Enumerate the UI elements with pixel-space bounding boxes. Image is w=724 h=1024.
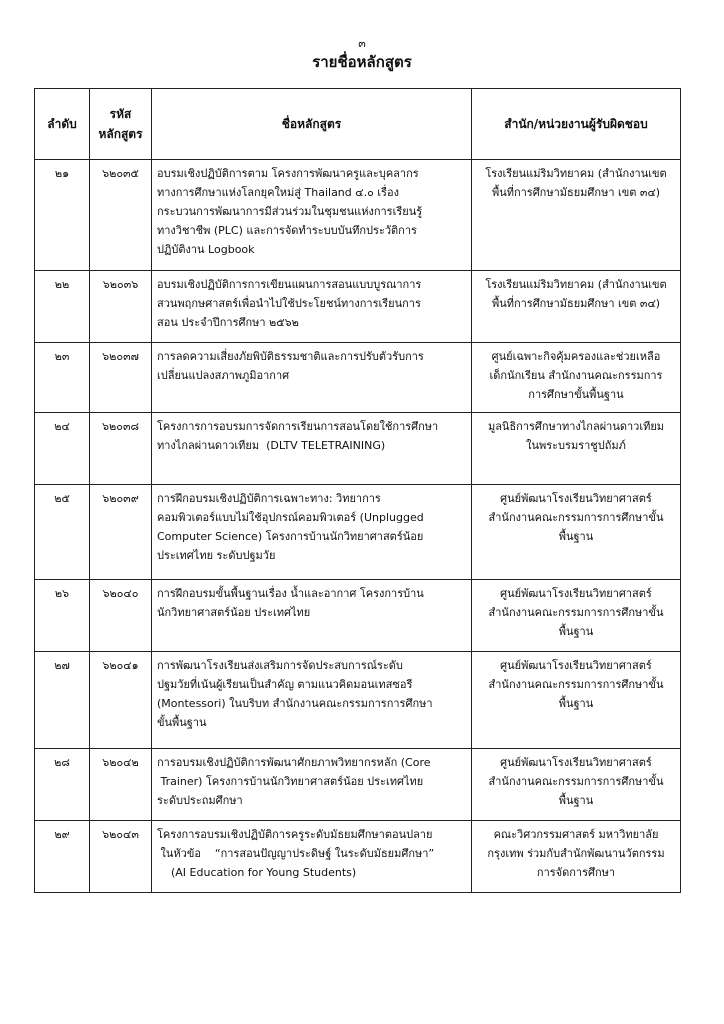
- row-agency: [472, 749, 681, 821]
- header-code-line1: รหัส: [109, 107, 132, 121]
- course-name-line: เปลี่ยนแปลงสภาพภูมิอากาศ: [157, 369, 290, 382]
- course-name-line: Computer Science) โครงการบ้านนักวิทยาศาสตร์น้อย: [157, 530, 424, 543]
- course-name-line: นักวิทยาศาสตร์น้อย ประเทศไทย: [157, 606, 311, 619]
- row-agency: [472, 343, 681, 413]
- row-order: ๒๒: [35, 271, 90, 343]
- row-course-code: ๖๒๐๔๓: [90, 821, 152, 893]
- course-name-line: อบรมเชิงปฏิบัติการตาม โครงการพัฒนาครูและบุคลากร: [157, 167, 419, 180]
- agency-line: สำนักงานคณะกรรมการการศึกษาขั้น: [488, 775, 664, 788]
- table-header-row: [35, 89, 681, 160]
- row-order: ๒๓: [35, 343, 90, 413]
- row-course-code: ๖๒๐๓๖: [90, 271, 152, 343]
- row-order: ๒๙: [35, 821, 90, 893]
- header-name: ชื่อหลักสูตร: [152, 89, 472, 160]
- agency-line: พื้นฐาน: [558, 794, 594, 807]
- agency-line: สำนักงานคณะกรรมการการศึกษาขั้น: [488, 678, 664, 691]
- row-course-name: [152, 749, 472, 821]
- row-order: ๒๗: [35, 652, 90, 749]
- row-agency: [472, 821, 681, 893]
- course-name-line: ในหัวข้อ “การสอนปัญญาประดิษฐ์ ในระดับมัธยมศึกษา”: [157, 847, 435, 860]
- row-order: ๒๑: [35, 160, 90, 271]
- agency-line: พื้นที่การศึกษามัธยมศึกษา เขต ๓๔): [491, 186, 661, 199]
- table-row: [35, 160, 681, 271]
- agency-line: ศูนย์พัฒนาโรงเรียนวิทยาศาสตร์: [500, 587, 652, 600]
- table-row: [35, 485, 681, 580]
- course-name-line: สวนพฤกษศาสตร์เพื่อนำไปใช้ประโยชน์ทางการเรียนการ: [157, 297, 421, 310]
- row-course-code: ๖๒๐๓๘: [90, 413, 152, 485]
- course-name-line: ประเทศไทย ระดับปฐมวัย: [157, 549, 276, 562]
- row-order: ๒๘: [35, 749, 90, 821]
- agency-line: พื้นฐาน: [558, 530, 594, 543]
- page-number: ๓: [358, 37, 366, 50]
- course-name-line: อบรมเชิงปฏิบัติการการเขียนแผนการสอนแบบบูรณาการ: [157, 278, 422, 291]
- row-course-code: ๖๒๐๔๐: [90, 580, 152, 652]
- agency-line: ศูนย์เฉพาะกิจคุ้มครองและช่วยเหลือ: [491, 350, 661, 363]
- course-name-line: (Montessori) ในบริบท สำนักงานคณะกรรมการการศึกษา: [157, 697, 433, 710]
- row-course-name: [152, 652, 472, 749]
- course-name-line: กระบวนการพัฒนาการมีส่วนร่วมในชุมชนแห่งการเรียนรู้: [157, 205, 423, 218]
- agency-line: ศูนย์พัฒนาโรงเรียนวิทยาศาสตร์: [500, 492, 652, 505]
- course-name-line: การอบรมเชิงปฏิบัติการพัฒนาศักยภาพวิทยากรหลัก (Core: [157, 756, 431, 769]
- header-agency: สำนัก/หน่วยงานผู้รับผิดชอบ: [472, 89, 681, 160]
- row-agency: [472, 413, 681, 485]
- row-order: ๒๔: [35, 413, 90, 485]
- row-course-name: [152, 821, 472, 893]
- header-code: [90, 89, 152, 160]
- course-name-line: การฝึกอบรมเชิงปฏิบัติการเฉพาะทาง: วิทยาการ: [157, 492, 381, 505]
- course-name-line: ปฐมวัยที่เน้นผู้เรียนเป็นสำคัญ ตามแนวคิดมอนเทสซอรี: [157, 678, 413, 691]
- course-name-line: Trainer) โครงการบ้านนักวิทยาศาสตร์น้อย ประเทศไทย: [157, 775, 424, 788]
- row-course-code: ๖๒๐๓๕: [90, 160, 152, 271]
- course-name-line: ทางไกลผ่านดาวเทียม (DLTV TELETRAINING): [157, 439, 386, 452]
- agency-line: คณะวิศวกรรมศาสตร์ มหาวิทยาลัย: [493, 828, 659, 841]
- table-row: [35, 749, 681, 821]
- table-row: [35, 343, 681, 413]
- agency-line: การจัดการศึกษา: [536, 866, 616, 879]
- row-course-name: [152, 413, 472, 485]
- agency-line: กรุงเทพ ร่วมกับสำนักพัฒนานวัตกรรม: [487, 847, 665, 860]
- course-name-line: ทางการศึกษาแห่งโลกยุคใหม่สู่ Thailand ๔.๐ เรื่อง: [157, 186, 399, 199]
- agency-line: พื้นที่การศึกษามัธยมศึกษา เขต ๓๔): [491, 297, 661, 310]
- course-name-line: ระดับประถมศึกษา: [157, 794, 243, 807]
- course-name-line: สอน ประจำปีการศึกษา ๒๕๖๒: [157, 316, 299, 329]
- agency-line: ศูนย์พัฒนาโรงเรียนวิทยาศาสตร์: [500, 659, 652, 672]
- row-agency: [472, 652, 681, 749]
- header-code-line2: หลักสูตร: [98, 127, 143, 141]
- agency-line: โรงเรียนแม่ริมวิทยาคม (สำนักงานเขต: [485, 167, 667, 180]
- agency-line: พื้นฐาน: [558, 625, 594, 638]
- row-agency: [472, 271, 681, 343]
- agency-line: สำนักงานคณะกรรมการการศึกษาขั้น: [488, 511, 664, 524]
- row-course-code: ๖๒๐๓๗: [90, 343, 152, 413]
- table-row: [35, 413, 681, 485]
- agency-line: สำนักงานคณะกรรมการการศึกษาขั้น: [488, 606, 664, 619]
- course-name-line: การฝึกอบรมขั้นพื้นฐานเรื่อง น้ำและอากาศ โครงการบ้าน: [157, 587, 424, 600]
- table-row: [35, 271, 681, 343]
- agency-line: พื้นฐาน: [558, 697, 594, 710]
- course-name-line: การลดความเสี่ยงภัยพิบัติธรรมชาติและการปรับตัวรับการ: [157, 350, 424, 363]
- agency-line: ศูนย์พัฒนาโรงเรียนวิทยาศาสตร์: [500, 756, 652, 769]
- row-agency: [472, 580, 681, 652]
- agency-line: การศึกษาขั้นพื้นฐาน: [528, 388, 624, 401]
- agency-line: ในพระบรมราชูปถัมภ์: [526, 439, 626, 452]
- course-name-line: โครงการการอบรมการจัดการเรียนการสอนโดยใช้การศึกษา: [157, 420, 439, 433]
- table-body: [35, 160, 681, 893]
- course-name-line: การพัฒนาโรงเรียนส่งเสริมการจัดประสบการณ์ระดับ: [157, 659, 403, 672]
- row-course-name: [152, 485, 472, 580]
- course-name-line: ปฏิบัติงาน Logbook: [157, 243, 255, 256]
- course-name-line: คอมพิวเตอร์แบบไม่ใช้อุปกรณ์คอมพิวเตอร์ (Unplugged: [157, 511, 424, 524]
- table-row: [35, 580, 681, 652]
- row-course-code: ๖๒๐๔๒: [90, 749, 152, 821]
- row-agency: [472, 485, 681, 580]
- page-title: รายชื่อหลักสูตร: [312, 53, 412, 71]
- course-name-line: โครงการอบรมเชิงปฏิบัติการครูระดับมัธยมศึกษาตอนปลาย: [157, 828, 433, 841]
- course-name-line: ทางวิชาชีพ (PLC) และการจัดทำระบบบันทึกประวัติการ: [157, 224, 417, 237]
- row-agency: [472, 160, 681, 271]
- row-order: ๒๕: [35, 485, 90, 580]
- header-order: ลำดับ: [35, 89, 90, 160]
- row-course-name: [152, 343, 472, 413]
- row-course-name: [152, 580, 472, 652]
- course-table: [34, 88, 681, 893]
- row-course-name: [152, 160, 472, 271]
- course-name-line: (AI Education for Young Students): [157, 866, 357, 879]
- agency-line: เด็กนักเรียน สำนักงานคณะกรรมการ: [489, 369, 663, 382]
- table-row: [35, 821, 681, 893]
- row-order: ๒๖: [35, 580, 90, 652]
- agency-line: มูลนิธิการศึกษาทางไกลผ่านดาวเทียม: [487, 420, 665, 433]
- table-row: [35, 652, 681, 749]
- row-course-name: [152, 271, 472, 343]
- row-course-code: ๖๒๐๔๑: [90, 652, 152, 749]
- row-course-code: ๖๒๐๓๙: [90, 485, 152, 580]
- agency-line: โรงเรียนแม่ริมวิทยาคม (สำนักงานเขต: [485, 278, 667, 291]
- course-name-line: ขั้นพื้นฐาน: [157, 716, 207, 729]
